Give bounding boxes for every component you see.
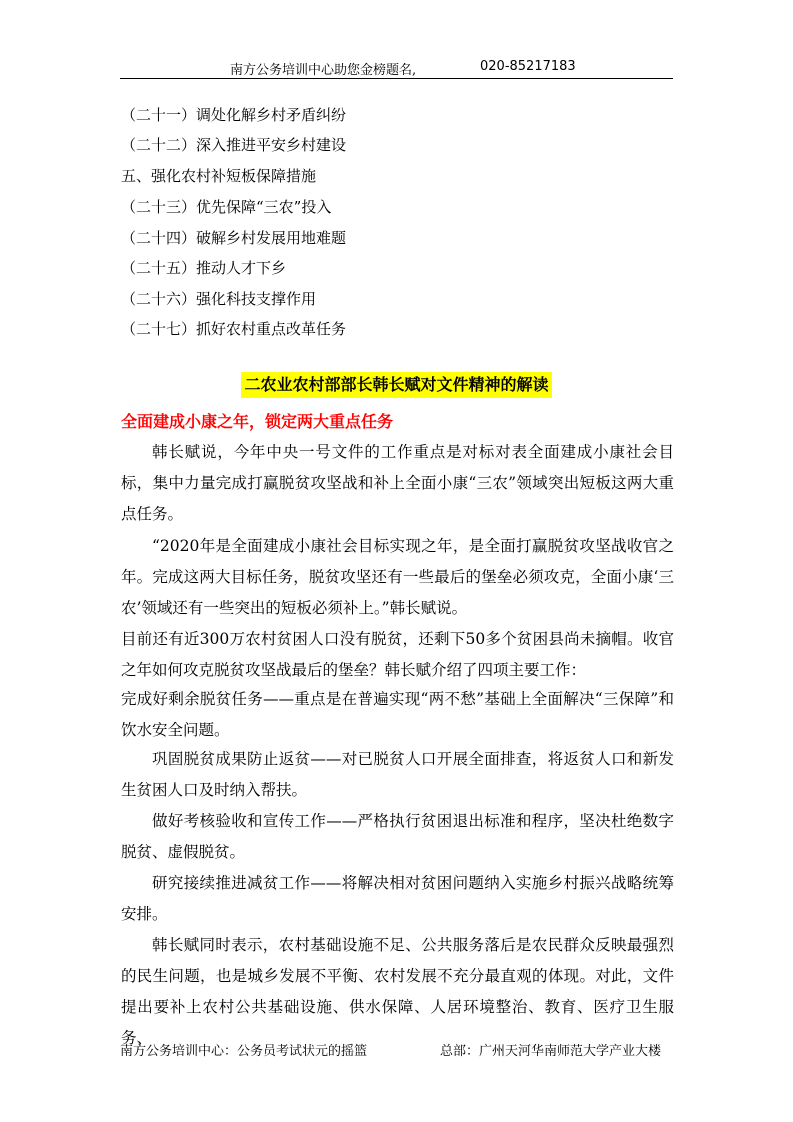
paragraph: 韩长赋说，今年中央一号文件的工作重点是对标对表全面建成小康社会目标，集中力量完成打赢脱贫攻坚战和补上全面小康“三农”领域突出短板这两大重点任务。 <box>121 443 674 523</box>
paragraph: 做好考核验收和宣传工作——严格执行贫困退出标准和程序，坚决杜绝数字脱贫、虚假脱贫。 <box>121 812 674 861</box>
paragraph: 韩长赋同时表示，农村基础设施不足、公共服务落后是农民群众反映最强烈的民生问题，也是城乡发展不平衡、农村发展不充分最直观的体现。对此，文件提出要补上农村公共基础设施、供水保障、人居环境整治、教育、医疗卫生服务、 <box>121 936 674 1047</box>
header-phone: 020-85217183 <box>480 59 576 74</box>
outline-section: 五、强化农村补短板保障措施 <box>121 167 317 185</box>
paragraph: 研究接续推进减贫工作——将解决相对贫困问题纳入实施乡村振兴战略统筹安排。 <box>121 874 674 923</box>
outline-item: （二十五）推动人才下乡 <box>121 259 287 277</box>
paragraph: 完成好剩余脱贫任务——重点是在普遍实现“两不愁”基础上全面解决“三保障”和饮水安全问题。 <box>121 690 674 739</box>
outline-item: （二十三）优先保障“三农”投入 <box>121 198 332 216</box>
header-slogan: 南方公务培训中心助您金榜题名, <box>230 63 417 78</box>
paragraph: “2020年是全面建成小康社会目标实现之年，是全面打赢脱贫攻坚战收官之年。完成这两大目标任务，脱贫攻坚还有一些最后的堡垒必须攻克，全面小康‘三农’领域还有一些突出的短板必须补上。”韩长赋说。 <box>121 537 674 617</box>
footer-slogan: 南方公务培训中心：公务员考试状元的摇篮 <box>120 1044 368 1059</box>
section-subtitle: 全面建成小康之年，锁定两大重点任务 <box>121 412 394 431</box>
paragraph: 巩固脱贫成果防止返贫——对已脱贫人口开展全面排查，将返贫人口和新发生贫困人口及时纳入帮扶。 <box>121 750 674 799</box>
outline-item: （二十六）强化科技支撑作用 <box>121 290 317 308</box>
outline-item: （二十七）抓好农村重点改革任务 <box>121 320 347 338</box>
section-title: 二农业农村部部长韩长赋对文件精神的解读 <box>241 372 551 398</box>
outline-item: （二十四）破解乡村发展用地难题 <box>121 229 347 247</box>
outline-item: （二十二）深入推进平安乡村建设 <box>121 136 347 154</box>
footer-address: 总部：广州天河华南师范大学产业大楼 <box>440 1044 662 1059</box>
page-header <box>120 58 673 79</box>
paragraph: 目前还有近300万农村贫困人口没有脱贫，还剩下50多个贫困县尚未摘帽。收官之年如何攻克脱贫攻坚战最后的堡垒？韩长赋介绍了四项主要工作： <box>121 630 674 679</box>
outline-item: （二十一）调处化解乡村矛盾纠纷 <box>121 106 347 124</box>
